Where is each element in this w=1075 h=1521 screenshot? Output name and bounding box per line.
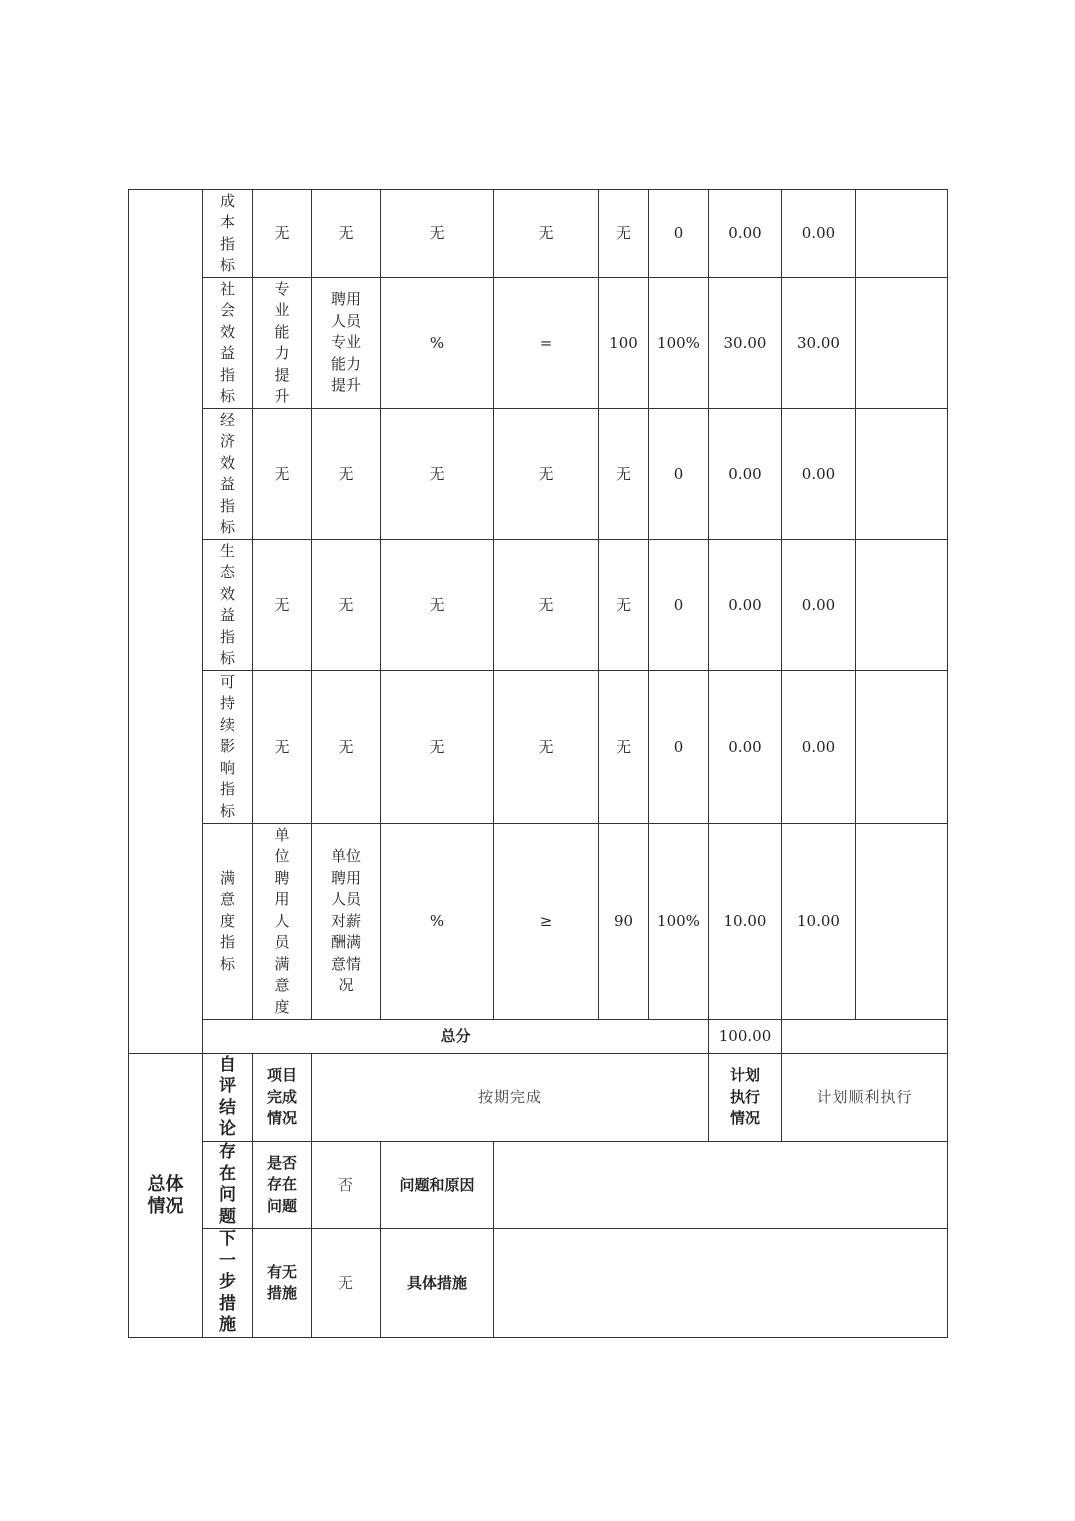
- indicator-category: 成本指标: [203, 190, 253, 278]
- self-eval-row: [129, 1054, 948, 1142]
- has-measures-value: 无: [312, 1229, 381, 1338]
- indicator-sub: 专业能力提升: [253, 278, 312, 409]
- indicator-content: 单位聘用人员对薪酬满意情况: [312, 824, 381, 1020]
- indicator-target: 无: [599, 190, 649, 278]
- indicator-weight: 0.00: [709, 540, 782, 671]
- indicator-score: 0.00: [782, 409, 856, 540]
- indicator-actual: 0: [649, 671, 709, 824]
- indicator-actual: 0: [649, 409, 709, 540]
- indicator-content: 聘用人员专业能力提升: [312, 278, 381, 409]
- plan-status-label: 计划执行情况: [709, 1054, 782, 1142]
- total-label: 总分: [203, 1020, 709, 1054]
- indicator-weight: 0.00: [709, 190, 782, 278]
- indicator-actual: 100%: [649, 278, 709, 409]
- indicator-op: 无: [494, 190, 599, 278]
- indicator-op: ≥: [494, 824, 599, 1020]
- indicator-op: 无: [494, 409, 599, 540]
- plan-status-value: 计划顺利执行: [782, 1054, 948, 1142]
- item-status-value: 按期完成: [312, 1054, 709, 1142]
- indicator-weight: 0.00: [709, 671, 782, 824]
- overall-label: 总体情况: [129, 1054, 203, 1338]
- indicator-sub: 单位聘用人员满意度: [253, 824, 312, 1020]
- left-category-cell: [129, 190, 203, 1054]
- indicator-category: 经济效益指标: [203, 409, 253, 540]
- indicator-unit: %: [381, 824, 494, 1020]
- indicator-unit: 无: [381, 190, 494, 278]
- next-steps-label: 下一步措施: [203, 1229, 253, 1338]
- indicator-content: 无: [312, 540, 381, 671]
- self-eval-label: 自评结论: [203, 1054, 253, 1142]
- indicator-target: 无: [599, 409, 649, 540]
- reason-value: [494, 1142, 948, 1229]
- table-row: [129, 540, 948, 671]
- indicator-category: 社会效益指标: [203, 278, 253, 409]
- indicator-content: 无: [312, 409, 381, 540]
- indicator-sub: 无: [253, 540, 312, 671]
- indicator-weight: 10.00: [709, 824, 782, 1020]
- indicator-op: =: [494, 278, 599, 409]
- indicator-remark: [856, 409, 948, 540]
- has-problems-label: 是否存在问题: [253, 1142, 312, 1229]
- indicator-score: 0.00: [782, 671, 856, 824]
- indicator-actual: 0: [649, 540, 709, 671]
- table-row: [129, 824, 948, 1020]
- has-problems-value: 否: [312, 1142, 381, 1229]
- indicator-sub: 无: [253, 190, 312, 278]
- indicator-unit: 无: [381, 671, 494, 824]
- indicator-score: 0.00: [782, 190, 856, 278]
- indicator-weight: 30.00: [709, 278, 782, 409]
- table-row: [129, 278, 948, 409]
- indicator-remark: [856, 190, 948, 278]
- measures-value: [494, 1229, 948, 1338]
- indicator-score: 30.00: [782, 278, 856, 409]
- measures-label: 具体措施: [381, 1229, 494, 1338]
- problems-row: [129, 1142, 948, 1229]
- indicator-category: 满意度指标: [203, 824, 253, 1020]
- indicator-sub: 无: [253, 409, 312, 540]
- indicator-target: 100: [599, 278, 649, 409]
- indicator-target: 无: [599, 540, 649, 671]
- indicator-remark: [856, 671, 948, 824]
- table-row: [129, 671, 948, 824]
- indicator-sub: 无: [253, 671, 312, 824]
- indicator-unit: %: [381, 278, 494, 409]
- reason-label: 问题和原因: [381, 1142, 494, 1229]
- total-empty: [782, 1020, 948, 1054]
- item-status-label: 项目完成情况: [253, 1054, 312, 1142]
- indicator-target: 90: [599, 824, 649, 1020]
- indicator-remark: [856, 540, 948, 671]
- indicator-score: 10.00: [782, 824, 856, 1020]
- next-steps-row: [129, 1229, 948, 1338]
- indicator-op: 无: [494, 671, 599, 824]
- indicator-unit: 无: [381, 409, 494, 540]
- total-value: 100.00: [709, 1020, 782, 1054]
- indicator-actual: 0: [649, 190, 709, 278]
- performance-evaluation-table: [128, 189, 948, 1338]
- indicator-content: 无: [312, 190, 381, 278]
- table-row: [129, 190, 948, 278]
- table-row: [129, 409, 948, 540]
- indicator-remark: [856, 278, 948, 409]
- total-row: [129, 1020, 948, 1054]
- indicator-actual: 100%: [649, 824, 709, 1020]
- indicator-target: 无: [599, 671, 649, 824]
- indicator-category: 可持续影响指标: [203, 671, 253, 824]
- has-measures-label: 有无措施: [253, 1229, 312, 1338]
- indicator-remark: [856, 824, 948, 1020]
- indicator-op: 无: [494, 540, 599, 671]
- indicator-score: 0.00: [782, 540, 856, 671]
- indicator-content: 无: [312, 671, 381, 824]
- indicator-weight: 0.00: [709, 409, 782, 540]
- problems-label: 存在问题: [203, 1142, 253, 1229]
- indicator-category: 生态效益指标: [203, 540, 253, 671]
- indicator-unit: 无: [381, 540, 494, 671]
